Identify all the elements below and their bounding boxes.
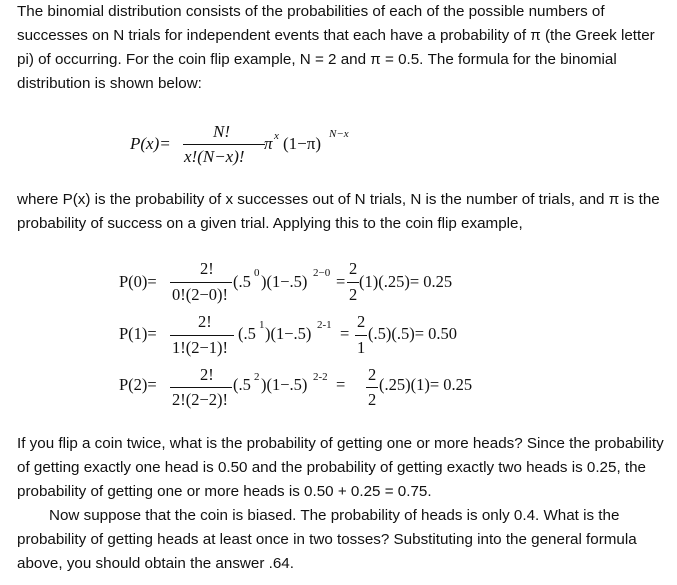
example-numerator: 2!: [198, 312, 212, 331]
question-paragraph: If you flip a coin twice, what is the probability of getting one or more heads? Since the probability of getting exactly one head is 0.50 and the probability of getting exactly two heads is 0.25, the probability of getting one or more heads is 0.50 + 0.25 = 0.75.: [17, 435, 664, 500]
example-exponent-a: 0: [254, 267, 260, 279]
example-lhs: P(1)=: [119, 324, 157, 343]
example-term-b: )(1−.5): [265, 324, 312, 343]
example-term-a: (.5: [233, 375, 251, 394]
example-denominator: 1!(2−1)!: [172, 338, 229, 357]
example-combination-denominator: 2: [368, 390, 377, 409]
example-equals: =: [336, 375, 346, 394]
example-result: (.25)(1)= 0.25: [379, 375, 473, 394]
formula-fraction-bar: [183, 144, 265, 145]
example-term-b: )(1−.5): [261, 272, 308, 291]
example-exponent-a: 2: [254, 371, 260, 383]
example-combination-bar: [347, 282, 359, 283]
formula-pi-exponent: x: [274, 130, 279, 142]
biased-coin-text: Now suppose that the coin is biased. The probability of heads is only 0.4. What is the probability of getting heads at least once in two tosses? Substituting into the general formula above, you should obtain the answer .64.: [17, 507, 637, 572]
example-exponent-b: 2−0: [313, 267, 331, 279]
worked-example-p2: [0, 362, 677, 414]
example-exponent-b: 2-2: [313, 371, 328, 383]
example-numerator: 2!: [200, 365, 214, 384]
example-term-b: )(1−.5): [261, 375, 308, 394]
intro-paragraph: The binomial distribution consists of the probabilities of each of the possible numbers of successes on N trials for independent events that each have a probability of π (the Greek letter pi) of occurring. For the coin flip example, N = 2 and π = 0.5. The formula for the binomial distribution is shown below:: [17, 3, 655, 92]
example-fraction-bar: [170, 387, 232, 388]
worked-example-p1: [0, 310, 677, 362]
example-lhs: P(0)=: [119, 272, 157, 291]
example-exponent-a: 1: [259, 319, 265, 331]
closing-text: [17, 432, 673, 576]
formula-pi: π: [264, 134, 273, 153]
example-combination-bar: [366, 387, 378, 388]
example-result: (.5)(.5)= 0.50: [368, 324, 458, 343]
example-combination-bar: [355, 335, 367, 336]
example-term-a: (.5: [238, 324, 256, 343]
example-combination-numerator: 2: [368, 365, 377, 384]
example-equals: =: [340, 324, 350, 343]
example-combination-denominator: 2: [349, 285, 358, 304]
formula-lhs: P(x)=: [130, 134, 171, 153]
example-combination-numerator: 2: [349, 259, 358, 278]
example-term-a: (.5: [233, 272, 251, 291]
formula-numerator: N!: [213, 122, 230, 141]
general-formula: [0, 0, 677, 185]
example-equals: =: [336, 272, 346, 291]
example-result: (1)(.25)= 0.25: [359, 272, 453, 291]
formula-denominator: x!(N−x)!: [184, 147, 245, 166]
example-fraction-bar: [170, 282, 232, 283]
worked-example-p0: [0, 258, 677, 310]
example-lhs: P(2)=: [119, 375, 157, 394]
example-combination-numerator: 2: [357, 312, 366, 331]
example-exponent-b: 2-1: [317, 319, 332, 331]
formula-complement: (1−π): [283, 134, 321, 153]
example-denominator: 0!(2−0)!: [172, 285, 229, 304]
example-combination-denominator: 1: [357, 338, 366, 357]
explanation-paragraph: where P(x) is the probability of x successes out of N trials, N is the number of trials, and π is the probability of success on a given trial. Applying this to the coin flip example,: [17, 191, 660, 232]
example-denominator: 2!(2−2)!: [172, 390, 229, 409]
example-fraction-bar: [170, 335, 234, 336]
formula-complement-exponent: N−x: [329, 128, 349, 140]
biased-coin-paragraph: [17, 504, 673, 576]
example-numerator: 2!: [200, 259, 214, 278]
